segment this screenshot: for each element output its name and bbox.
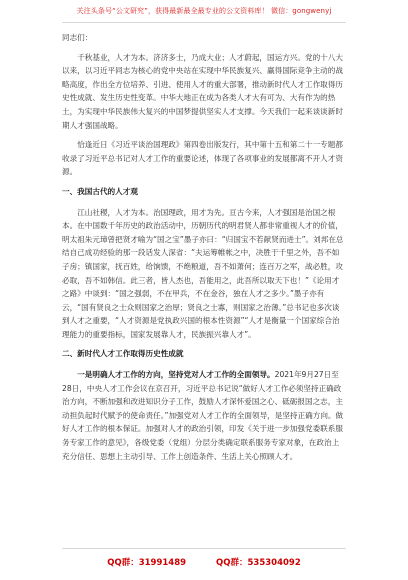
section-2-text: 2021年9月27日至28日，中央人才工作会议在京召开，习近平总书记说“做好人才工作必须坚持正确政治方向，不断加强和改进知识分子工作，鼓励人才深怀爱国之心、砥砺报国之志，主动担负起时代赋予的使命责任。”加强党对人才工作的全面领导，是坚持正确方向。做好人才工作的根本保证。加强对人才的政治引领，印发《关于进一步加强党委联系服务专家工作的意见》，各级党委（党组）分层分类确定联系服务专家对象，在政治上充分信任、思想上主动引导、工作上创造条件、生活上关心照顾人才。 <box>62 370 344 461</box>
intro-paragraph-1: 千秋基业，人才为本。济济多士，乃成大业；人才蔚起，国运方兴。党的十八大以来，以习近平同志为核心的党中央站在实现中华民族复兴、赢得国际竞争主动的战略高度，作出全方位培养、引进、使用人才的重大部署，推动新时代人才工作取得历史性成就、发生历史性变革。中华大地正在成为各类人才大有可为、大有作为的热土，为实现中华民族伟大复兴的中国梦提供坚实人才支撑。今天我们一起来谈谈新时期人才强国战略。 <box>62 52 343 130</box>
header-notice-bar <box>0 0 408 22</box>
greeting: 同志们： <box>62 33 93 42</box>
footer-bar <box>0 551 408 573</box>
section-2-paragraph <box>62 368 346 463</box>
document-body <box>62 31 346 469</box>
header-notice: 关注头条号“公文研究”，获得最新最全最专业的公文资料库！ 微信：gongwenyj <box>76 7 332 15</box>
header-divider <box>62 22 346 23</box>
section-2-lead: 一是明确人才工作的方向，坚持党对人才工作的全面领导。 <box>77 370 275 380</box>
section-1-heading: 一、我国古代的人才观 <box>62 186 138 196</box>
footer-qq-group-2: QQ群：535304092 <box>216 558 301 568</box>
section-2-heading: 二、新时代人才工作取得历史性成就 <box>62 349 184 359</box>
intro-paragraph-2: 恰逢近日《习近平谈治国理政》第四卷出版发行，其中第十五和第二十一专题都收录了习近平总书记对人才工作的重要论述，体现了各项事业的发展都离不开人才资源。 <box>62 140 343 177</box>
footer-qq-group-1: QQ群：31991489 <box>107 558 187 568</box>
section-1-paragraph: 江山社稷，人才为本。治国理政，用才为先。亘古今来，人才强国是治国之根本。在中国数千年历史的政治活动中，历朝历代的明君贤人都非常重视人才的价值，明太祖朱元璋曾把贤才喻为“国之宝”墨子亦曰：“归国宝不若献贤而进士”。刘邦在总结自己成功经验的那一段话发人深省：“夫运筹帷帐之中，决胜于千里之外，吾不如子房；镇国家，抚百姓，给饷馈，不绝粮道，吾不如萧何；连百万之军，战必胜，攻必取，吾不如韩信。此三者，皆人杰也，吾能用之，此吾所以取天下也！”《论用才之路》中谈到：“国之强弱，不在甲兵，不在金谷，独在人才之多少。”墨子亦有云，“国有贤良之士众则国家之治厚；贤良之士寡，则国家之治薄。”总书记也多次谈到人才之重要，“人才资源是党执政兴国的根本性资源”“人才是衡量一个国家综合治理能力的重要指标，国家发展靠人才，民族振兴靠人才”。 <box>62 207 344 339</box>
footer-divider <box>62 548 346 549</box>
